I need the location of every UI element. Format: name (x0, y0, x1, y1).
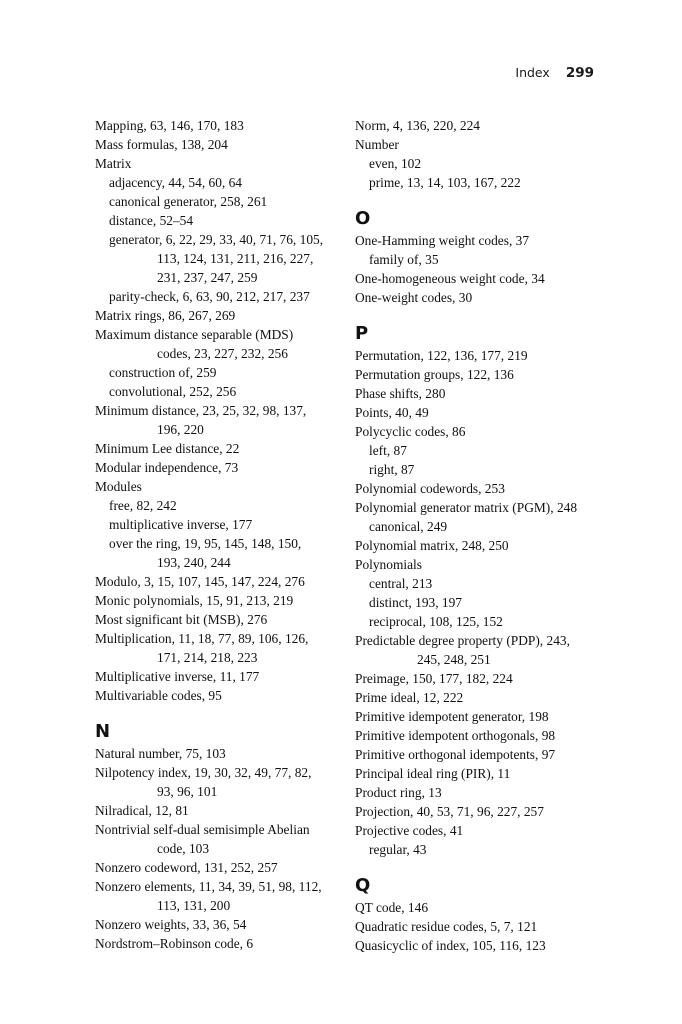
index-entry: Modulo, 3, 15, 107, 145, 147, 224, 276 (95, 574, 305, 589)
index-entry: Nonzero codeword, 131, 252, 257 (95, 860, 278, 875)
index-subentry: regular, 43 (369, 842, 427, 857)
index-entry: Multivariable codes, 95 (95, 688, 222, 703)
index-entry: One-Hamming weight codes, 37 (355, 233, 530, 248)
section-spacer (95, 705, 345, 722)
index-entry-continuation: 193, 240, 244 (157, 555, 231, 570)
index-entry: Polynomial matrix, 248, 250 (355, 538, 509, 553)
index-entry-continuation: 245, 248, 251 (417, 652, 491, 667)
index-subentry: left, 87 (369, 443, 407, 458)
index-subentry: right, 87 (369, 462, 415, 477)
index-subentry: canonical, 249 (369, 519, 448, 534)
index-subentry: canonical generator, 258, 261 (109, 194, 268, 209)
index-entry-continuation: 231, 237, 247, 259 (157, 270, 258, 285)
index-entry: Mapping, 63, 146, 170, 183 (95, 118, 244, 133)
index-column-right (355, 116, 615, 955)
index-subentry: distinct, 193, 197 (369, 595, 462, 610)
index-subentry: multiplicative inverse, 177 (109, 517, 253, 532)
index-subentry: construction of, 259 (109, 365, 217, 380)
index-entry: Monic polynomials, 15, 91, 213, 219 (95, 593, 294, 608)
index-entry: Nonzero elements, 11, 34, 39, 51, 98, 112, (95, 879, 322, 894)
index-entry-continuation: 113, 131, 200 (157, 898, 231, 913)
section-letter-heading: O (355, 208, 371, 229)
index-subentry: family of, 35 (369, 252, 439, 267)
index-entry-continuation: 93, 96, 101 (157, 784, 218, 799)
index-entry: Phase shifts, 280 (355, 386, 446, 401)
running-header-label: Index (515, 65, 550, 80)
index-entry: Primitive orthogonal idempotents, 97 (355, 747, 556, 762)
index-entry: Projection, 40, 53, 71, 96, 227, 257 (355, 804, 544, 819)
index-entry-continuation: codes, 23, 227, 232, 256 (157, 346, 288, 361)
index-entry: Projective codes, 41 (355, 823, 464, 838)
index-entry: Nordstrom–Robinson code, 6 (95, 936, 254, 951)
index-entry: Number (355, 137, 399, 152)
index-entry: Nilpotency index, 19, 30, 32, 49, 77, 82, (95, 765, 312, 780)
section-spacer (355, 307, 615, 324)
index-subentry: parity-check, 6, 63, 90, 212, 217, 237 (109, 289, 310, 304)
index-entry: Matrix rings, 86, 267, 269 (95, 308, 236, 323)
index-entry-continuation: 196, 220 (157, 422, 204, 437)
index-entry: Permutation, 122, 136, 177, 219 (355, 348, 528, 363)
section-spacer (355, 859, 615, 876)
index-subentry: generator, 6, 22, 29, 33, 40, 71, 76, 105, (109, 232, 324, 247)
index-subentry: central, 213 (369, 576, 433, 591)
section-spacer (355, 192, 615, 209)
index-entry: Permutation groups, 122, 136 (355, 367, 514, 382)
index-entry: Predictable degree property (PDP), 243, (355, 633, 570, 648)
index-entry-continuation: code, 103 (157, 841, 210, 856)
index-entry: Multiplication, 11, 18, 77, 89, 106, 126, (95, 631, 309, 646)
index-subentry: distance, 52–54 (109, 213, 194, 228)
index-subentry: even, 102 (369, 156, 422, 171)
index-subentry: over the ring, 19, 95, 145, 148, 150, (109, 536, 302, 551)
index-entry: Mass formulas, 138, 204 (95, 137, 228, 152)
index-entry-continuation: 113, 124, 131, 211, 216, 227, (157, 251, 314, 266)
index-entry: Primitive idempotent orthogonals, 98 (355, 728, 556, 743)
index-entry: Nilradical, 12, 81 (95, 803, 189, 818)
section-letter-heading: Q (355, 875, 371, 896)
index-entry: Polynomials (355, 557, 422, 572)
index-entry: Points, 40, 49 (355, 405, 429, 420)
index-entry: One-homogeneous weight code, 34 (355, 271, 545, 286)
index-entry: Polynomial codewords, 253 (355, 481, 505, 496)
index-entry: Natural number, 75, 103 (95, 746, 226, 761)
running-header (515, 64, 594, 82)
index-entry: Multiplicative inverse, 11, 177 (95, 669, 260, 684)
index-entry: Polynomial generator matrix (PGM), 248 (355, 500, 578, 515)
index-subentry: free, 82, 242 (109, 498, 177, 513)
index-column-left (95, 116, 345, 953)
index-entry: One-weight codes, 30 (355, 290, 473, 305)
index-entry: Quadratic residue codes, 5, 7, 121 (355, 919, 538, 934)
index-entry: Modules (95, 479, 142, 494)
index-entry: Modular independence, 73 (95, 460, 239, 475)
index-entry: Most significant bit (MSB), 276 (95, 612, 268, 627)
index-entry: Nonzero weights, 33, 36, 54 (95, 917, 247, 932)
section-letter-heading: P (355, 323, 369, 344)
index-entry-continuation: 171, 214, 218, 223 (157, 650, 258, 665)
index-entry: Principal ideal ring (PIR), 11 (355, 766, 511, 781)
index-entry: Nontrivial self-dual semisimple Abelian (95, 822, 310, 837)
section-letter-heading: N (95, 721, 111, 742)
index-entry: Quasicyclic of index, 105, 116, 123 (355, 938, 546, 953)
index-entry: Product ring, 13 (355, 785, 442, 800)
index-subentry: prime, 13, 14, 103, 167, 222 (369, 175, 521, 190)
index-entry: Minimum distance, 23, 25, 32, 98, 137, (95, 403, 307, 418)
index-entry: Minimum Lee distance, 22 (95, 441, 240, 456)
index-entry: Preimage, 150, 177, 182, 224 (355, 671, 513, 686)
index-entry: Matrix (95, 156, 132, 171)
index-subentry: convolutional, 252, 256 (109, 384, 237, 399)
index-subentry: reciprocal, 108, 125, 152 (369, 614, 503, 629)
page-number: 299 (565, 65, 594, 81)
index-entry: Prime ideal, 12, 222 (355, 690, 464, 705)
index-entry: Maximum distance separable (MDS) (95, 327, 294, 342)
index-entry: Polycyclic codes, 86 (355, 424, 466, 439)
index-entry: Primitive idempotent generator, 198 (355, 709, 549, 724)
index-entry: Norm, 4, 136, 220, 224 (355, 118, 480, 133)
index-entry: QT code, 146 (355, 900, 429, 915)
index-subentry: adjacency, 44, 54, 60, 64 (109, 175, 242, 190)
